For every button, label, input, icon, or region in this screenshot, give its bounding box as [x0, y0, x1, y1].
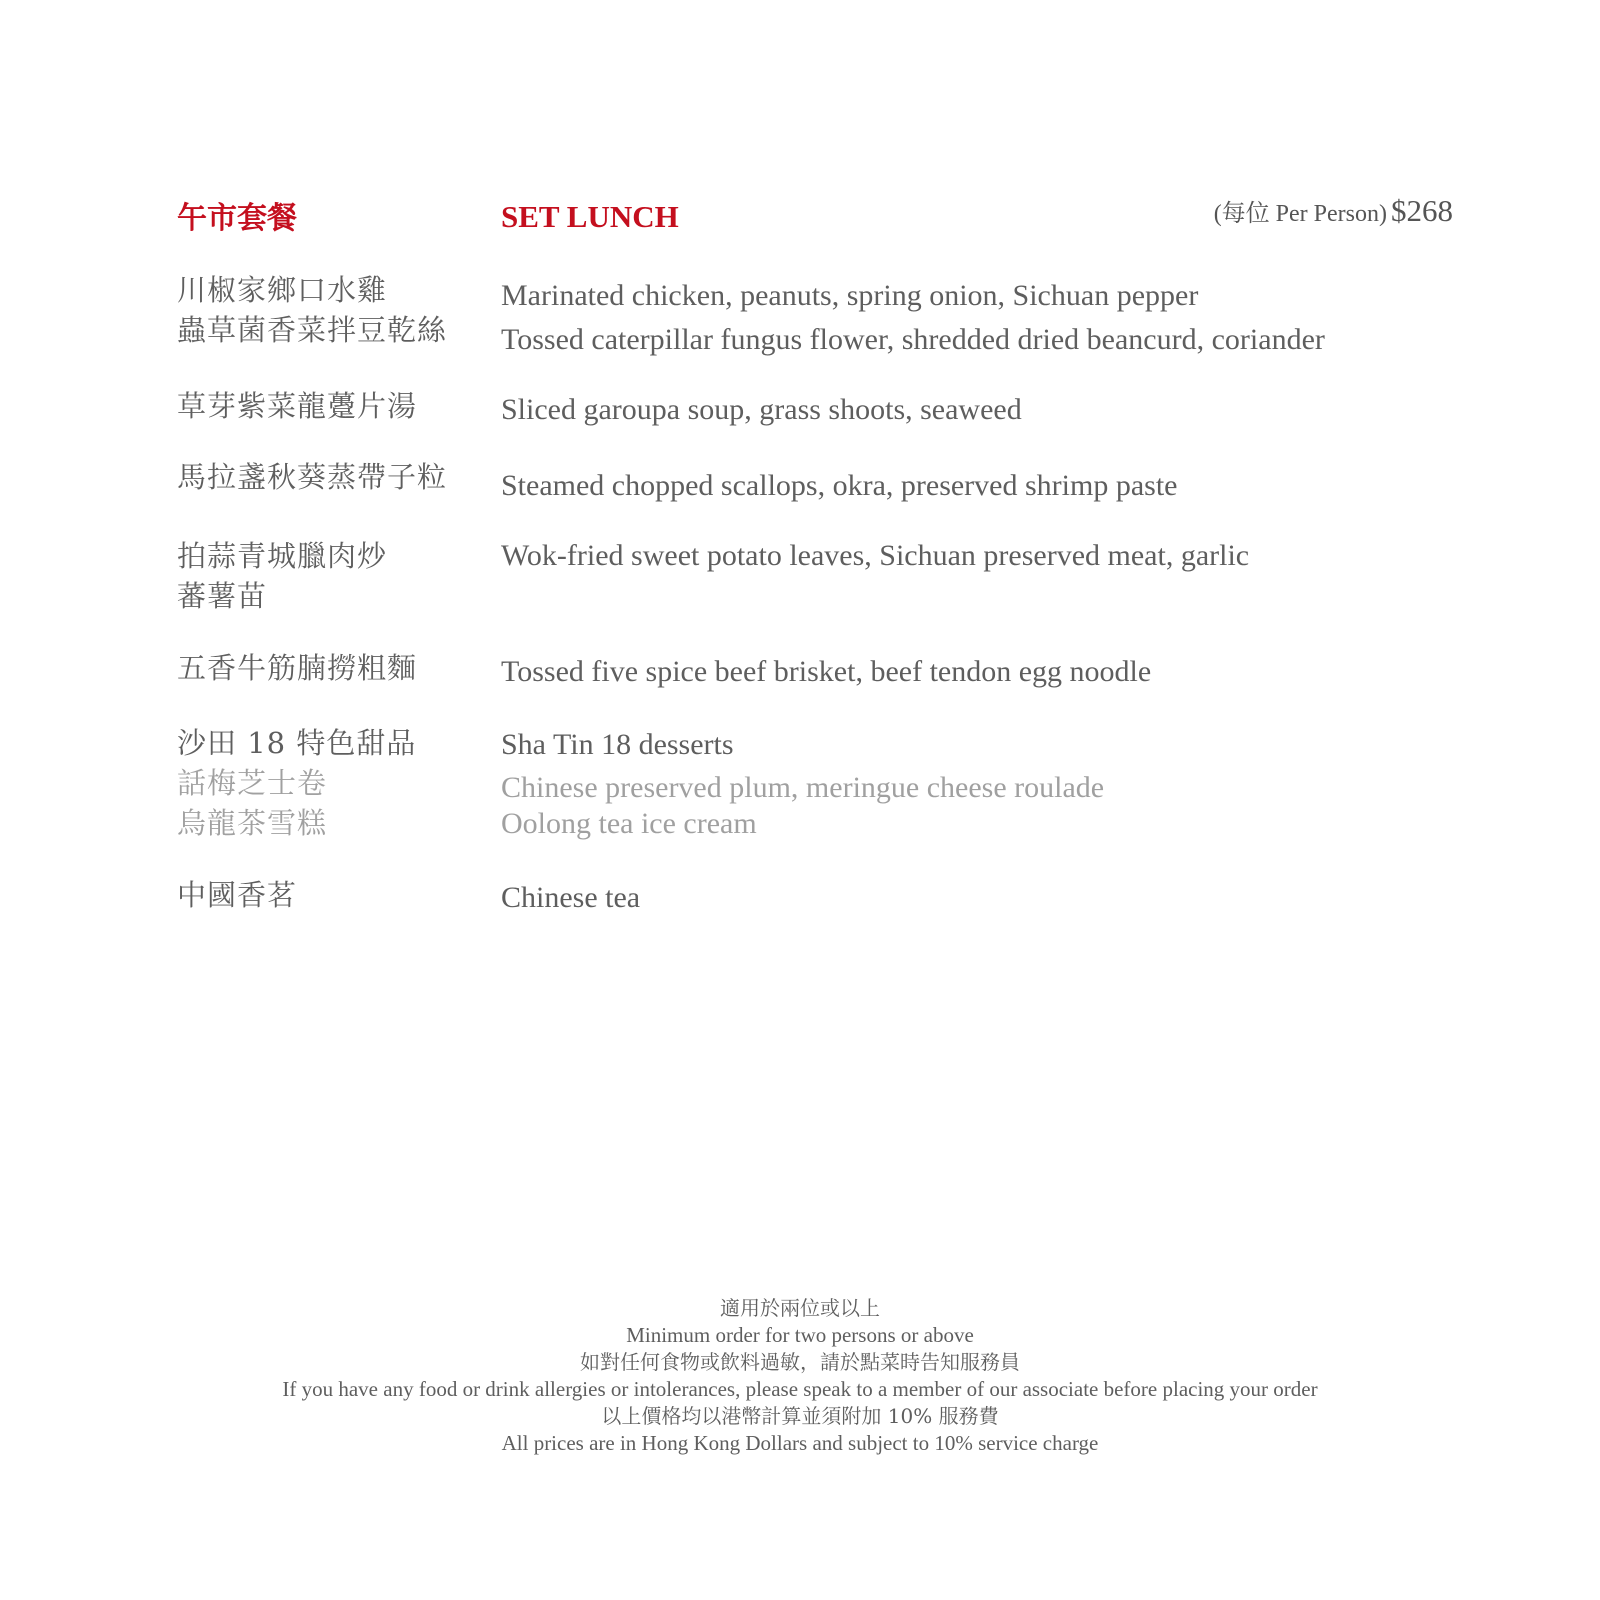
course-7-english: Chinese tea: [501, 881, 641, 914]
footer-min-order-chinese: 適用於兩位或以上: [720, 1296, 880, 1320]
course-6-chinese-sub-2: 烏龍茶雪糕: [177, 806, 328, 840]
course-4-english: Wok-fried sweet potato leaves, Sichuan preserved meat, garlic: [501, 539, 1250, 572]
menu-title-chinese: 午市套餐: [177, 201, 297, 236]
course-6-chinese: [177, 723, 416, 843]
course-6-english-sub-2: Oolong tea ice cream: [501, 807, 757, 840]
course-3-chinese: 馬拉盞秋葵蒸帶子粒: [177, 460, 448, 494]
course-1-english-line-1: Marinated chicken, peanuts, spring onion, Sichuan pepper: [501, 279, 1199, 312]
course-6-english-title: Sha Tin 18 desserts: [501, 728, 734, 761]
course-7-chinese: 中國香茗: [177, 878, 298, 912]
course-4-chinese-line-1: 拍蒜青城臘肉炒: [177, 539, 388, 573]
course-6-chinese-sub-1: 話梅芝士卷: [177, 766, 328, 800]
footer-charge-chinese: 以上價格均以港幣計算並須附加 10% 服務費: [601, 1404, 999, 1428]
price-label: (每位 Per Person): [1213, 201, 1387, 227]
course-5-english: Tossed five spice beef brisket, beef tendon egg noodle: [501, 655, 1152, 688]
course-6-english-sub: [501, 770, 1104, 842]
course-2-chinese: 草芽紫菜龍躉片湯: [177, 389, 418, 423]
course-4-chinese: [177, 536, 387, 616]
course-1-chinese-line-2: 蟲草菌香菜拌豆乾絲: [177, 313, 448, 347]
price-value: $268: [1391, 193, 1453, 228]
course-1-chinese-line-1: 川椒家鄉口水雞: [177, 273, 388, 307]
course-2-english: Sliced garoupa soup, grass shoots, seaweed: [501, 393, 1022, 426]
course-1-english: [501, 274, 1325, 362]
course-4-chinese-line-2: 蕃薯苗: [177, 579, 268, 613]
course-3-english: Steamed chopped scallops, okra, preserved shrimp paste: [501, 469, 1178, 502]
course-6-chinese-title: 沙田 18 特色甜品: [177, 726, 417, 760]
menu-title-english: SET LUNCH: [501, 199, 679, 234]
course-6-english-sub-1: Chinese preserved plum, meringue cheese roulade: [501, 771, 1105, 804]
footer-allergy-chinese: 如對任何食物或飲料過敏，請於點菜時告知服務員: [580, 1350, 1020, 1374]
footer-allergy-english: If you have any food or drink allergies or intolerances, please speak to a member of our associate before placing your order: [282, 1377, 1318, 1401]
course-1-english-line-2: Tossed caterpillar fungus flower, shredded dried beancurd, coriander: [501, 323, 1325, 356]
course-5-chinese: 五香牛筋腩撈粗麵: [177, 651, 418, 685]
footer-min-order-english: Minimum order for two persons or above: [626, 1323, 974, 1347]
menu-footer: [0, 1295, 1600, 1457]
footer-charge-english: All prices are in Hong Kong Dollars and subject to 10% service charge: [501, 1431, 1099, 1455]
course-1-chinese: [177, 270, 447, 350]
price-per-person: [1214, 193, 1453, 229]
